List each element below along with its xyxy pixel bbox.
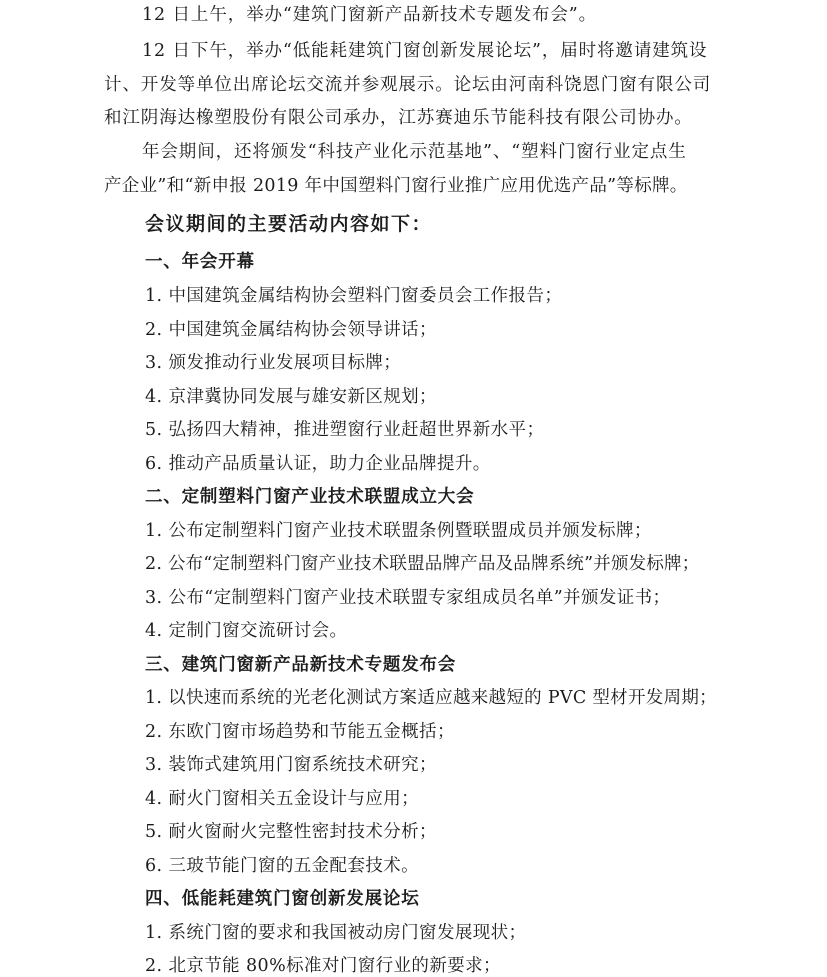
section-title: 一、年会开幕 (145, 252, 255, 272)
paragraph-line: 和江阴海达橡塑股份有限公司承办，江苏赛迪乐节能科技有限公司协办。 (104, 108, 693, 128)
paragraph-line: 12 日下午，举办“低能耗建筑门窗创新发展论坛”，届时将邀请建筑设 (142, 41, 708, 61)
list-item: 1. 系统门窗的要求和我国被动房门窗发展现状； (145, 923, 527, 943)
list-item: 4. 定制门窗交流研讨会。 (145, 621, 348, 641)
list-item: 6. 推动产品质量认证，助力企业品牌提升。 (145, 454, 491, 474)
list-item: 5. 耐火窗耐火完整性密封技术分析； (145, 822, 437, 842)
list-item: 4. 京津冀协同发展与雄安新区规划； (145, 387, 437, 407)
list-item: 5. 弘扬四大精神，推进塑窗行业赶超世界新水平； (145, 420, 545, 440)
list-item: 3. 颁发推动行业发展项目标牌； (145, 353, 402, 373)
list-item: 3. 公布“定制塑料门窗产业技术联盟专家组成员名单”并颁发证书； (145, 588, 671, 608)
paragraph-line: 12 日上午，举办“建筑门窗新产品新技术专题发布会”。 (142, 5, 598, 25)
list-item: 6. 三玻节能门窗的五金配套技术。 (145, 856, 420, 876)
main-heading: 会议期间的主要活动内容如下： (145, 213, 433, 235)
list-item: 1. 公布定制塑料门窗产业技术联盟条例暨联盟成员并颁发标牌； (145, 521, 652, 541)
section-title: 二、定制塑料门窗产业技术联盟成立大会 (145, 487, 475, 507)
paragraph-line: 年会期间，还将颁发“科技产业化示范基地”、“塑料门窗行业定点生 (142, 142, 687, 162)
list-item: 4. 耐火门窗相关五金设计与应用； (145, 789, 420, 809)
list-item: 2. 东欧门窗市场趋势和节能五金概括； (145, 722, 455, 742)
list-item: 2. 中国建筑金属结构协会领导讲话； (145, 320, 437, 340)
section-title: 四、低能耗建筑门窗创新发展论坛 (145, 889, 420, 909)
list-item: 1. 中国建筑金属结构协会塑料门窗委员会工作报告； (145, 286, 563, 306)
paragraph-line: 计、开发等单位出席论坛交流并参观展示。论坛由河南科饶恩门窗有限公司 (104, 75, 712, 95)
section-title: 三、建筑门窗新产品新技术专题发布会 (145, 655, 457, 675)
paragraph-line: 产企业”和“新申报 2019 年中国塑料门窗行业推广应用优选产品”等标牌。 (104, 176, 688, 196)
list-item: 3. 装饰式建筑用门窗系统技术研究； (145, 755, 437, 775)
list-item: 1. 以快速而系统的光老化测试方案适应越来越短的 PVC 型材开发周期； (145, 688, 717, 708)
list-item: 2. 公布“定制塑料门窗产业技术联盟品牌产品及品牌系统”并颁发标牌； (145, 554, 700, 574)
list-item: 2. 北京节能 80%标准对门窗行业的新要求； (145, 956, 501, 976)
